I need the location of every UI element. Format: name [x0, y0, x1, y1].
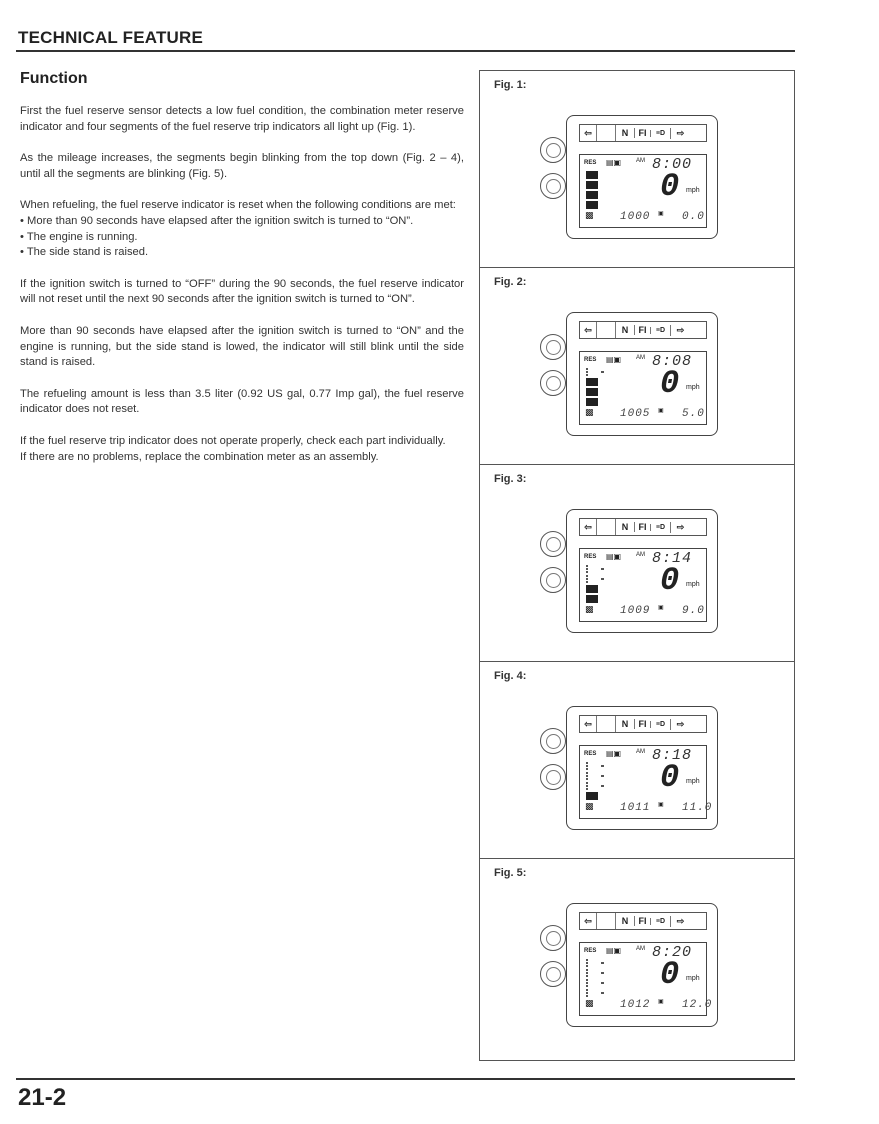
- indicator-blank: [596, 125, 616, 141]
- fuel-segment: [586, 969, 598, 977]
- fuel-reserve-segments: [586, 959, 598, 997]
- paragraph-2: As the mileage increases, the segments begin blinking from the top down (Fig. 2 – 4), until all the segments are blinking (Fig. 5).: [20, 152, 464, 180]
- fuel-segment: [586, 368, 598, 376]
- odometer-readout: 1009: [620, 605, 651, 617]
- condition-item: • The engine is running.: [20, 230, 464, 246]
- fuel-segment: [586, 181, 598, 189]
- paragraph-7a: If the fuel reserve trip indicator does not operate properly, check each part individually.: [20, 434, 446, 447]
- turn-left-icon: ⇦: [584, 324, 592, 335]
- reserve-indicator: RES: [584, 751, 597, 757]
- speed-readout: 0: [660, 956, 680, 993]
- fuel-pump-icon: ▩: [585, 999, 594, 1009]
- am-label: AM: [636, 946, 645, 952]
- mph-label: mph: [686, 384, 700, 391]
- neutral-indicator: N: [621, 325, 629, 335]
- paragraph-3: When refueling, the fuel reserve indicator is reset when the following conditions are met:: [20, 199, 456, 212]
- meter-select-knob: [540, 728, 566, 754]
- am-label: AM: [636, 749, 645, 755]
- figure-panel: [480, 662, 794, 859]
- am-label: AM: [636, 355, 645, 361]
- fuel-reserve-segments: [586, 368, 598, 406]
- fuel-reserve-segments: [586, 171, 598, 209]
- oil-temp-icon: ▤▣: [606, 946, 622, 955]
- fuel-segment: [586, 989, 598, 997]
- fuel-segment: [586, 762, 598, 770]
- fuel-segment: [586, 378, 598, 386]
- fuel-segment: [586, 979, 598, 987]
- mph-label: mph: [686, 975, 700, 982]
- combination-meter: [566, 903, 718, 1027]
- oil-temp-icon: ▤▣: [606, 552, 622, 561]
- trip-readout: 0.0: [682, 211, 705, 223]
- trip-icon: ▣: [658, 802, 664, 808]
- fuel-reserve-segments: [586, 762, 598, 800]
- am-label: AM: [636, 552, 645, 558]
- condition-item: • More than 90 seconds have elapsed after the ignition switch is turned to “ON”.: [20, 214, 464, 230]
- meter-select-knob: [540, 531, 566, 557]
- neutral-indicator: N: [621, 916, 629, 926]
- trip-icon: ▣: [658, 999, 664, 1005]
- turn-left-icon: ⇦: [584, 521, 592, 532]
- reserve-indicator: RES: [584, 357, 597, 363]
- turn-right-icon: ⇨: [670, 128, 690, 139]
- figure-label: Fig. 1:: [494, 79, 527, 91]
- condition-item: • The side stand is raised.: [20, 245, 464, 261]
- fuel-pump-icon: ▩: [585, 605, 594, 615]
- fuel-reserve-segments: [586, 565, 598, 603]
- meter-reset-knob: [540, 961, 566, 987]
- page-number: 21-2: [18, 1084, 67, 1111]
- trip-readout: 12.0: [682, 999, 713, 1011]
- indicator-bar: [579, 321, 707, 339]
- clock-readout: 8:00: [652, 156, 693, 173]
- indicator-bar: [579, 518, 707, 536]
- mph-label: mph: [686, 581, 700, 588]
- figure-label: Fig. 4:: [494, 670, 527, 682]
- high-beam-icon: ≡D: [650, 524, 670, 531]
- am-label: AM: [636, 158, 645, 164]
- clock-readout: 8:20: [652, 944, 693, 961]
- trip-icon: ▣: [658, 605, 664, 611]
- odometer-readout: 1012: [620, 999, 651, 1011]
- paragraph-4: If the ignition switch is turned to “OFF” during the 90 seconds, the fuel reserve indicator will not reset until the next 90 seconds after the ignition switch is turned to “ON”.: [20, 277, 464, 306]
- meter-select-knob: [540, 334, 566, 360]
- meter-reset-knob: [540, 567, 566, 593]
- fi-indicator: FI: [634, 522, 650, 532]
- fuel-segment: [586, 171, 598, 179]
- lcd-display: [579, 942, 713, 1016]
- mph-label: mph: [686, 187, 700, 194]
- indicator-bar: [579, 912, 707, 930]
- fuel-segment: [586, 575, 598, 583]
- figure-label: Fig. 2:: [494, 276, 527, 288]
- figure-panel: [480, 71, 794, 268]
- figure-label: Fig. 5:: [494, 867, 527, 879]
- fuel-pump-icon: ▩: [585, 802, 594, 812]
- combination-meter: [566, 115, 718, 239]
- meter-reset-knob: [540, 764, 566, 790]
- odometer-readout: 1000: [620, 211, 651, 223]
- section-title: Function: [20, 70, 88, 87]
- trip-readout: 5.0: [682, 408, 705, 420]
- turn-right-icon: ⇨: [670, 325, 690, 336]
- high-beam-icon: ≡D: [650, 918, 670, 925]
- reserve-indicator: RES: [584, 948, 597, 954]
- fuel-segment: [586, 191, 598, 199]
- fuel-pump-icon: ▩: [585, 211, 594, 221]
- trip-icon: ▣: [658, 211, 664, 217]
- odometer-readout: 1011: [620, 802, 651, 814]
- oil-temp-icon: ▤▣: [606, 355, 622, 364]
- trip-readout: 9.0: [682, 605, 705, 617]
- oil-temp-icon: ▤▣: [606, 749, 622, 758]
- neutral-indicator: N: [621, 128, 629, 138]
- fuel-segment: [586, 782, 598, 790]
- speed-readout: 0: [660, 365, 680, 402]
- meter-select-knob: [540, 925, 566, 951]
- indicator-blank: [596, 322, 616, 338]
- lcd-display: [579, 745, 713, 819]
- fuel-segment: [586, 595, 598, 603]
- high-beam-icon: ≡D: [650, 327, 670, 334]
- turn-right-icon: ⇨: [670, 916, 690, 927]
- indicator-bar: [579, 715, 707, 733]
- mph-label: mph: [686, 778, 700, 785]
- fi-indicator: FI: [634, 325, 650, 335]
- reserve-indicator: RES: [584, 554, 597, 560]
- fuel-segment: [586, 388, 598, 396]
- body-text: [20, 104, 464, 481]
- high-beam-icon: ≡D: [650, 721, 670, 728]
- speed-readout: 0: [660, 562, 680, 599]
- turn-left-icon: ⇦: [584, 718, 592, 729]
- figures-column: [479, 70, 795, 1061]
- fi-indicator: FI: [634, 719, 650, 729]
- trip-readout: 11.0: [682, 802, 713, 814]
- header-rule: [16, 50, 795, 52]
- lcd-display: [579, 351, 707, 425]
- trip-icon: ▣: [658, 408, 664, 414]
- paragraph-7b: If there are no problems, replace the combination meter as an assembly.: [20, 450, 379, 463]
- figure-panel: [480, 268, 794, 465]
- speed-readout: 0: [660, 168, 680, 205]
- lcd-display: [579, 154, 707, 228]
- combination-meter: [566, 312, 718, 436]
- fuel-segment: [586, 585, 598, 593]
- fuel-segment: [586, 398, 598, 406]
- turn-right-icon: ⇨: [670, 522, 690, 533]
- oil-temp-icon: ▤▣: [606, 158, 622, 167]
- figure-panel: [480, 465, 794, 662]
- meter-reset-knob: [540, 370, 566, 396]
- paragraph-6: The refueling amount is less than 3.5 liter (0.92 US gal, 0.77 Imp gal), the fuel reserve indicator does not reset.: [20, 387, 464, 416]
- neutral-indicator: N: [621, 522, 629, 532]
- figure-panel: [480, 859, 794, 1061]
- indicator-blank: [596, 519, 616, 535]
- indicator-bar: [579, 124, 707, 142]
- fuel-segment: [586, 772, 598, 780]
- odometer-readout: 1005: [620, 408, 651, 420]
- high-beam-icon: ≡D: [650, 130, 670, 137]
- fuel-segment: [586, 792, 598, 800]
- fuel-segment: [586, 201, 598, 209]
- turn-right-icon: ⇨: [670, 719, 690, 730]
- indicator-blank: [596, 913, 616, 929]
- indicator-blank: [596, 716, 616, 732]
- neutral-indicator: N: [621, 719, 629, 729]
- clock-readout: 8:14: [652, 550, 693, 567]
- clock-readout: 8:08: [652, 353, 693, 370]
- combination-meter: [566, 706, 718, 830]
- lcd-display: [579, 548, 707, 622]
- turn-left-icon: ⇦: [584, 915, 592, 926]
- paragraph-1: First the fuel reserve sensor detects a low fuel condition, the combination meter reserve indicator and four segments of the fuel reserve trip indicators all light up (Fig. 1).: [20, 105, 464, 133]
- combination-meter: [566, 509, 718, 633]
- fuel-segment: [586, 565, 598, 573]
- clock-readout: 8:18: [652, 747, 693, 764]
- figure-label: Fig. 3:: [494, 473, 527, 485]
- reserve-indicator: RES: [584, 160, 597, 166]
- turn-left-icon: ⇦: [584, 127, 592, 138]
- fuel-pump-icon: ▩: [585, 408, 594, 418]
- fuel-segment: [586, 959, 598, 967]
- conditions-list: [20, 214, 464, 261]
- footer-rule: [16, 1078, 795, 1080]
- fi-indicator: FI: [634, 128, 650, 138]
- paragraph-5: More than 90 seconds have elapsed after the ignition switch is turned to “ON” and the engine is running, but the side stand is lowed, the indicator will still blink until the side stand is raised.: [20, 324, 464, 369]
- speed-readout: 0: [660, 759, 680, 796]
- meter-reset-knob: [540, 173, 566, 199]
- fi-indicator: FI: [634, 916, 650, 926]
- meter-select-knob: [540, 137, 566, 163]
- page-header-title: TECHNICAL FEATURE: [18, 28, 204, 47]
